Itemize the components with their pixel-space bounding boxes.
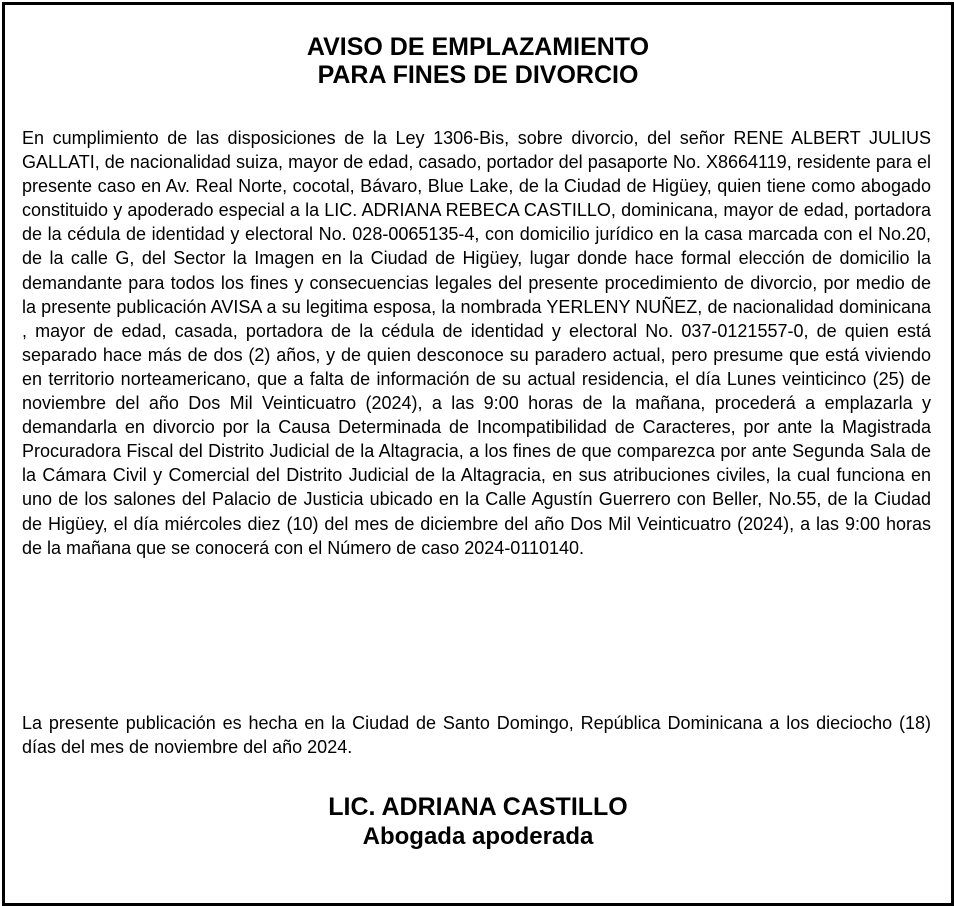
publication-statement: La presente publicación es hecha en la Ciudad de Santo Domingo, República Dominicana a los dieciocho (18) días del mes de noviembre del año 2024. — [22, 713, 931, 758]
signature-block — [5, 792, 951, 852]
signature-name: LIC. ADRIANA CASTILLO — [328, 793, 628, 821]
signature-role: Abogada apoderada — [362, 823, 594, 850]
notice-title — [5, 33, 951, 89]
title-line-2: PARA FINES DE DIVORCIO — [317, 61, 639, 89]
notice-frame — [2, 2, 954, 906]
notice-body-paragraph: En cumplimiento de las disposiciones de la Ley 1306-Bis, sobre divorcio, del señor RENE ALBERT JULIUS GALLATI, de nacionalidad suiza, mayor de edad, casado, portador del pasaporte No. X8664119, residente para el presente caso en Av. Real Norte, cocotal, Bávaro, Blue Lake, de la Ciudad de Higüey, quien tiene como abogado constituido y apoderado especial a la LIC. ADRIANA REBECA CASTILLO, dominicana, mayor de edad, portadora de la cédula de identidad y electoral No. 028-0065135-4, con domicilio jurídico en la casa marcada con el No.20, de la calle G, del Sector la Imagen en la Ciudad de Higüey, lugar donde hace formal elección de domicilio la demandante para todos los fines y consecuencias legales del presente procedimiento de divorcio, por medio de la presente publicación AVISA a su legitima esposa, la nombrada YERLENY NUÑEZ, de nacionalidad dominicana , mayor de edad, casada, portadora de la cédula de identidad y electoral No. 037-0121557-0, de quien está separado hace más de dos (2) años, y de quien desconoce su paradero actual, pero presume que está viviendo en territorio norteamericano, que a falta de información de su actual residencia, el día Lunes veinticinco (25) de noviembre del año Dos Mil Veinticuatro (2024), a las 9:00 horas de la mañana, procederá a emplazarla y demandarla en divorcio por la Causa Determinada de Incompatibilidad de Caracteres, por ante la Magistrada Procuradora Fiscal del Distrito Judicial de la Altagracia, a los fines de que comparezca por ante Segunda Sala de la Cámara Civil y Comercial del Distrito Judicial de la Altagracia, en sus atribuciones civiles, la cual funciona en uno de los salones del Palacio de Justicia ubicado en la Calle Agustín Guerrero con Beller, No.55, de la Ciudad de Higüey, el día miércoles diez (10) del mes de diciembre del año Dos Mil Veinticuatro (2024), a las 9:00 horas de la mañana que se conocerá con el Número de caso 2024-0110140. — [22, 128, 931, 558]
title-line-1: AVISO DE EMPLAZAMIENTO — [306, 33, 650, 61]
